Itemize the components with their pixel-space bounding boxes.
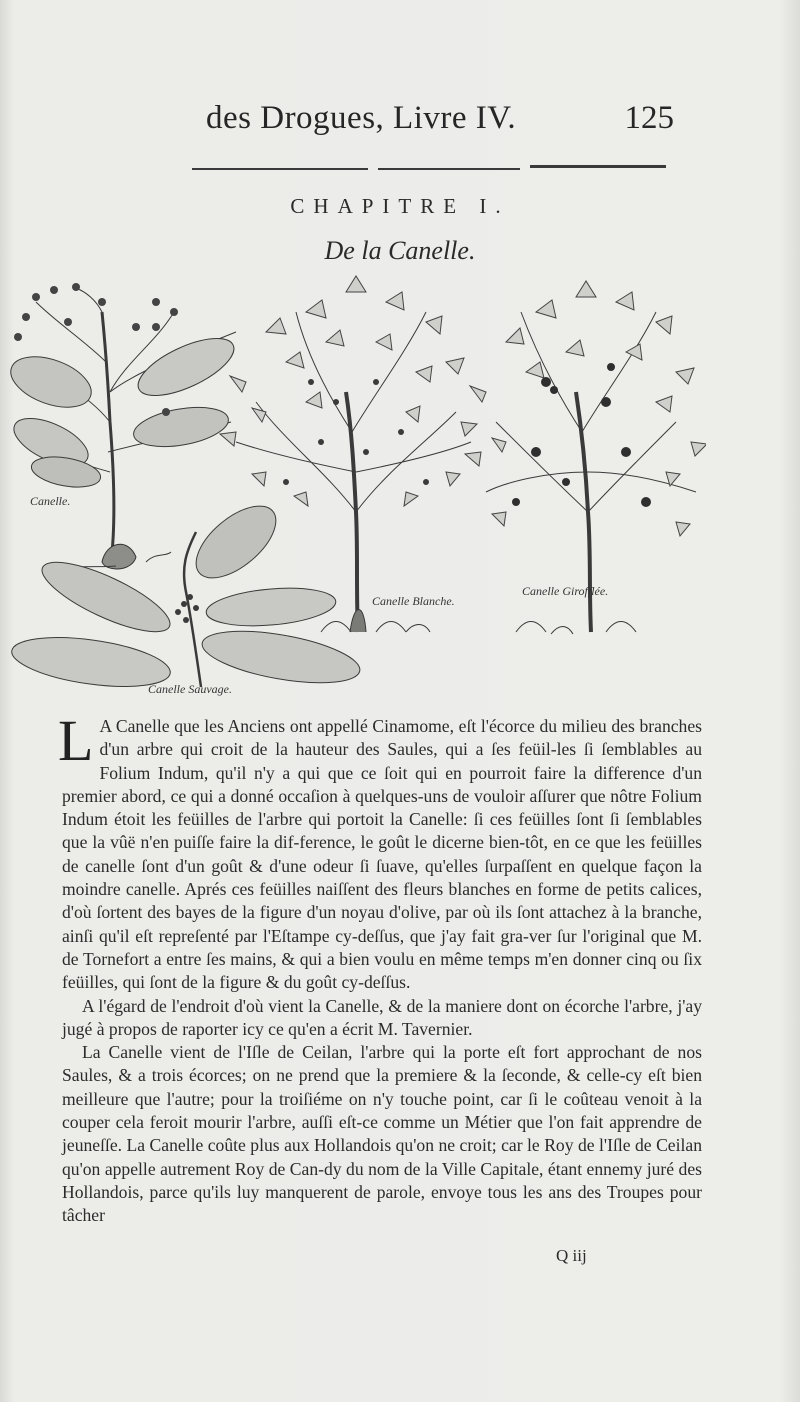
- label-canelle-sauvage: Canelle Sauvage.: [148, 682, 232, 696]
- paragraph-1-text: A Canelle que les Anciens ont appellé Cinamome, eſt l'écorce du milieu des branches d'un arbre qui croit de la hauteur des Saules, qui a ſes feüil-les ſi ſemblables au Folium Indum, qu'il n'y a qui que ce ſoit qui en pourroit faire la difference d'un premier abord, ce qui a donné occaſion à quelques-uns de vouloir aſſurer que nôtre Folium Indum étoit les feüilles de l'arbre qui portoit la Canelle: ſi ces feüilles ſont ſi ſemblables que la vûë n'en puiſſe faire la dif-ference, le goût le dicerne bien-tôt, en ce que les feüilles de canelle ſont d'un goût & d'une odeur ſi ſuave, qu'elles ſurpaſſent en quelque façon la moindre canelle. Aprés ces feüilles naiſſent des fleurs blanches en forme de petits calices, d'où ſortent des bayes de la figure d'un noyau d'olive, par où ils ſont attachez à la branche, ainſi qu'il eſt repreſenté par l'Eſtampe cy-deſſus, que j'ay fait gra-ver ſur l'original que M. de Tornefort a entre ſes mains, & qui a bien voulu en même temps m'en donner cinq ou ſix feüilles, qui ſont de la figure & du goût cy-deſſus.: [62, 716, 702, 993]
- canelle-girofflee-tree-illustration: [465, 281, 706, 634]
- paragraph-2: A l'égard de l'endroit d'où vient la Canelle, & de la maniere dont on écorche l'arbre, j'ay jugé à propos de raporter icy ce qu'en a écrit M. Tavernier.: [62, 995, 702, 1039]
- chapter-title: De la Canelle.: [324, 236, 476, 265]
- paragraph-1: [58, 708, 702, 995]
- chapter-heading: CHAPITRE I.: [290, 194, 510, 218]
- page-number: 125: [624, 100, 674, 136]
- canelle-plant-illustration: [6, 283, 242, 572]
- label-canelle-blanche: Canelle Blanche.: [372, 594, 455, 608]
- header-rule-left: [192, 168, 368, 170]
- canelle-blanche-tree-illustration: [220, 276, 477, 632]
- label-canelle-girofflee: Canelle Girofflée.: [522, 584, 609, 598]
- label-canelle: Canelle.: [30, 494, 71, 508]
- signature-mark: Q iij: [556, 1246, 587, 1265]
- engraving-plate: [6, 272, 706, 702]
- drop-cap: L: [58, 708, 94, 773]
- running-head: [200, 100, 680, 144]
- canelle-sauvage-branch-illustration: [9, 493, 364, 695]
- running-title: des Drogues, Livre IV.: [206, 100, 517, 136]
- header-rule-right: [530, 165, 666, 168]
- header-rule-middle: [378, 168, 520, 170]
- paragraph-3: La Canelle vient de l'Iſle de Ceilan, l'arbre qui la porte eſt fort approchant de nos Saules, & a trois écorces; on ne prend que la premiere & la ſeconde, & celle-cy eſt bien meilleure que l'autre; pour la troiſiéme on n'y touche point, car ſi le coûteau venoit à la couper cela feroit mourir l'arbre, auſſi eſt-ce comme un Métier que l'on fait apprendre de jeuneſſe. La Canelle coûte plus aux Hollandois qu'on ne croit; car le Roy de l'Iſle de Ceilan qu'on appelle autrement Roy de Can-dy du nom de la Ville Capitale, étant ennemy juré des Hollandois, parce qu'ils luy manquerent de parole, envoye tous les ans des Troupes pour tâcher: [62, 1042, 702, 1226]
- body-text: [58, 708, 702, 1228]
